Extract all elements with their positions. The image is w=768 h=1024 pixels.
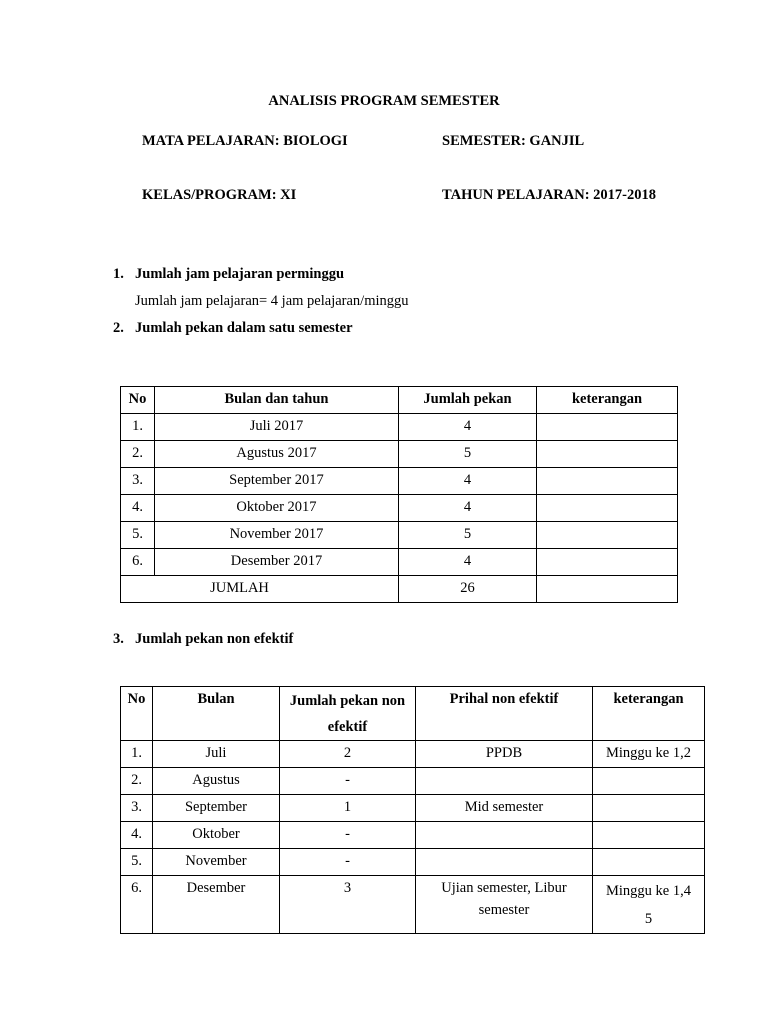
total-value: 26	[399, 576, 537, 603]
section-2-number: 2.	[113, 320, 124, 336]
table-header-row	[121, 387, 678, 414]
table-row	[121, 822, 705, 849]
section-1-text: Jumlah jam pelajaran= 4 jam pelajaran/minggu	[135, 293, 409, 309]
section-1-number: 1.	[113, 266, 124, 282]
cell-pekan: 4	[399, 414, 537, 441]
cell-bulan: September	[153, 795, 280, 822]
cell-bulan: November	[153, 849, 280, 876]
cell-keterangan	[593, 795, 705, 822]
col-header-jumlah-pekan-non-efektif: Jumlah pekan non efektif	[280, 687, 416, 741]
cell-keterangan	[593, 822, 705, 849]
header-semester: SEMESTER: GANJIL	[442, 133, 585, 149]
table-row	[121, 876, 705, 934]
cell-pekan: 5	[399, 441, 537, 468]
cell-keterangan	[537, 468, 678, 495]
cell-keterangan	[593, 768, 705, 795]
cell-prihal	[416, 849, 593, 876]
cell-keterangan: Minggu ke 1,4 5	[593, 876, 705, 934]
col-header-jumlah-pekan: Jumlah pekan	[399, 387, 537, 414]
cell-keterangan	[593, 849, 705, 876]
cell-keterangan: Minggu ke 1,2	[593, 741, 705, 768]
cell-pekan: 4	[399, 495, 537, 522]
cell-no: 4.	[121, 495, 155, 522]
section-1-heading: Jumlah jam pelajaran perminggu	[135, 266, 345, 282]
cell-bulan: Agustus 2017	[155, 441, 399, 468]
table-row	[121, 741, 705, 768]
cell-pekan: 5	[399, 522, 537, 549]
cell-keterangan	[537, 414, 678, 441]
section-2-heading: Jumlah pekan dalam satu semester	[135, 320, 353, 336]
table-row	[121, 849, 705, 876]
section-3-heading: Jumlah pekan non efektif	[135, 631, 294, 647]
pekan-non-efektif-table	[120, 686, 705, 934]
cell-prihal	[416, 768, 593, 795]
table-total-row	[121, 576, 678, 603]
cell-bulan: Oktober 2017	[155, 495, 399, 522]
cell-pekan: 3	[280, 876, 416, 934]
cell-no: 2.	[121, 441, 155, 468]
cell-pekan: -	[280, 849, 416, 876]
cell-no: 3.	[121, 795, 153, 822]
cell-keterangan	[537, 522, 678, 549]
table-header-row	[121, 687, 705, 741]
col-header-keterangan: keterangan	[537, 387, 678, 414]
cell-pekan: 4	[399, 468, 537, 495]
header-tahun: TAHUN PELAJARAN: 2017-2018	[442, 187, 657, 203]
cell-bulan: Oktober	[153, 822, 280, 849]
cell-keterangan	[537, 441, 678, 468]
col-header-keterangan: keterangan	[593, 687, 705, 741]
cell-bulan: Desember 2017	[155, 549, 399, 576]
cell-no: 2.	[121, 768, 153, 795]
cell-pekan: 4	[399, 549, 537, 576]
cell-prihal: Ujian semester, Libur semester	[416, 876, 593, 934]
cell-no: 4.	[121, 822, 153, 849]
page-title: ANALISIS PROGRAM SEMESTER	[268, 93, 500, 109]
cell-no: 6.	[121, 549, 155, 576]
table-row	[121, 522, 678, 549]
col-header-no: No	[121, 687, 153, 741]
cell-no: 3.	[121, 468, 155, 495]
table-row	[121, 468, 678, 495]
cell-pekan: -	[280, 768, 416, 795]
col-header-bulan-tahun: Bulan dan tahun	[155, 387, 399, 414]
cell-bulan: Desember	[153, 876, 280, 934]
total-keterangan	[537, 576, 678, 603]
header-kelas: KELAS/PROGRAM: XI	[142, 187, 297, 203]
cell-bulan: November 2017	[155, 522, 399, 549]
header-mapel: MATA PELAJARAN: BIOLOGI	[142, 133, 348, 149]
table-row	[121, 795, 705, 822]
total-label: JUMLAH	[121, 576, 399, 603]
cell-no: 6.	[121, 876, 153, 934]
cell-prihal: Mid semester	[416, 795, 593, 822]
cell-pekan: 1	[280, 795, 416, 822]
cell-no: 5.	[121, 522, 155, 549]
cell-bulan: September 2017	[155, 468, 399, 495]
section-3-number: 3.	[113, 631, 124, 647]
cell-no: 5.	[121, 849, 153, 876]
cell-pekan: -	[280, 822, 416, 849]
cell-bulan: Juli 2017	[155, 414, 399, 441]
table-row	[121, 495, 678, 522]
table-row	[121, 768, 705, 795]
pekan-semester-table	[120, 386, 678, 603]
cell-prihal	[416, 822, 593, 849]
cell-no: 1.	[121, 414, 155, 441]
cell-bulan: Agustus	[153, 768, 280, 795]
cell-pekan: 2	[280, 741, 416, 768]
cell-prihal: PPDB	[416, 741, 593, 768]
table-row	[121, 414, 678, 441]
cell-keterangan	[537, 549, 678, 576]
col-header-prihal: Prihal non efektif	[416, 687, 593, 741]
col-header-no: No	[121, 387, 155, 414]
col-header-bulan: Bulan	[153, 687, 280, 741]
cell-bulan: Juli	[153, 741, 280, 768]
cell-no: 1.	[121, 741, 153, 768]
cell-keterangan	[537, 495, 678, 522]
table-row	[121, 549, 678, 576]
table-row	[121, 441, 678, 468]
